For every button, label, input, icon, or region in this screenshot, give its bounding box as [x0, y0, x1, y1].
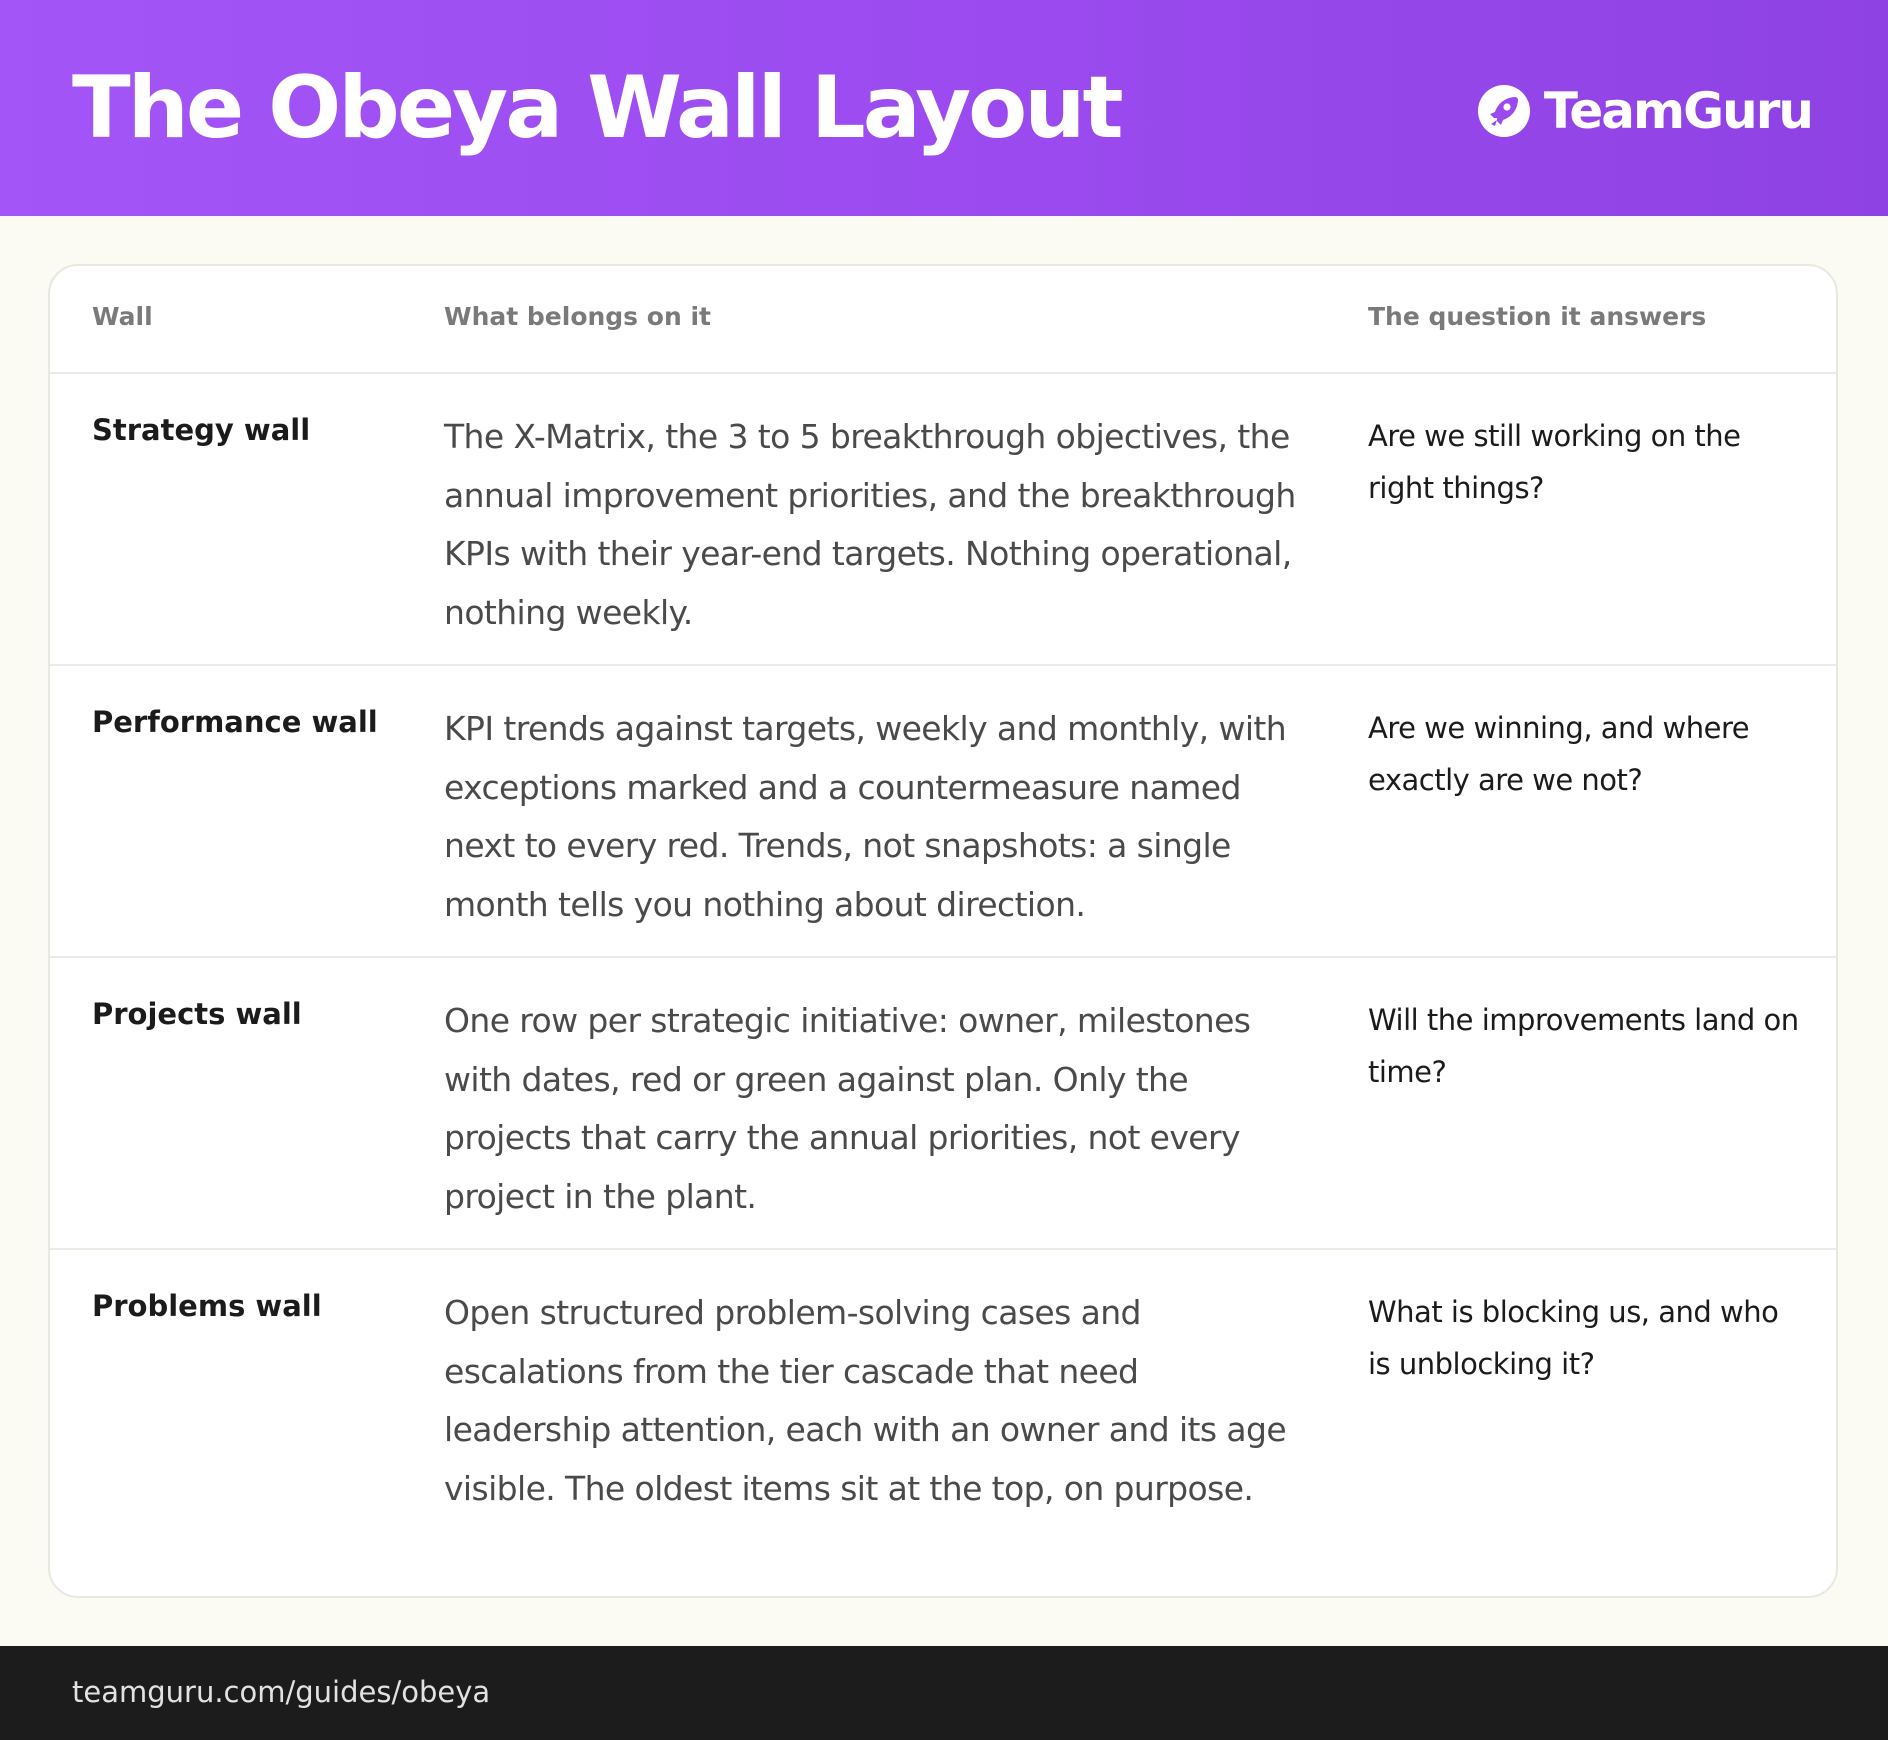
table-row: [50, 374, 1836, 666]
table-row: [50, 666, 1836, 958]
wall-name: Projects wall: [92, 997, 302, 1031]
brand-name: TeamGuru: [1543, 82, 1812, 140]
footer-url: teamguru.com/guides/obeya: [72, 1675, 491, 1709]
table-row: [50, 1250, 1836, 1598]
wall-contents: KPI trends against targets, weekly and monthly, with exceptions marked and a countermeasure named next to every red. Trends, not snapshots: a single month tells you nothing about direction.: [444, 709, 1287, 924]
column-header-wall: Wall: [92, 302, 153, 331]
wall-question: Are we still working on the right things?: [1368, 419, 1741, 505]
wall-name: Problems wall: [92, 1289, 322, 1323]
footer-bar: [0, 1646, 1888, 1740]
table-row: [50, 958, 1836, 1250]
column-header-belongs: What belongs on it: [444, 302, 711, 331]
wall-name: Strategy wall: [92, 413, 311, 447]
wall-contents: The X-Matrix, the 3 to 5 breakthrough objectives, the annual improvement priorities, and the breakthrough KPIs with their year-end targets. Nothing operational, nothing weekly.: [444, 417, 1296, 632]
rocket-logo-icon: [1476, 83, 1532, 139]
brand-logo: [1476, 82, 1812, 140]
header-banner: [0, 0, 1888, 216]
column-header-question: The question it answers: [1368, 302, 1707, 331]
obeya-table: [48, 264, 1838, 1598]
table-header: [50, 266, 1836, 374]
wall-question: What is blocking us, and who is unblocking it?: [1368, 1295, 1779, 1381]
wall-name: Performance wall: [92, 705, 378, 739]
wall-contents: One row per strategic initiative: owner, milestones with dates, red or green against plan. Only the projects that carry the annual priorities, not every project in the plant.: [444, 1001, 1251, 1216]
wall-question: Will the improvements land on time?: [1368, 1003, 1799, 1089]
page-title: The Obeya Wall Layout: [72, 58, 1121, 158]
wall-question: Are we winning, and where exactly are we not?: [1368, 711, 1750, 797]
wall-contents: Open structured problem-solving cases and escalations from the tier cascade that need leadership attention, each with an owner and its age visible. The oldest items sit at the top, on purpose.: [444, 1293, 1287, 1508]
